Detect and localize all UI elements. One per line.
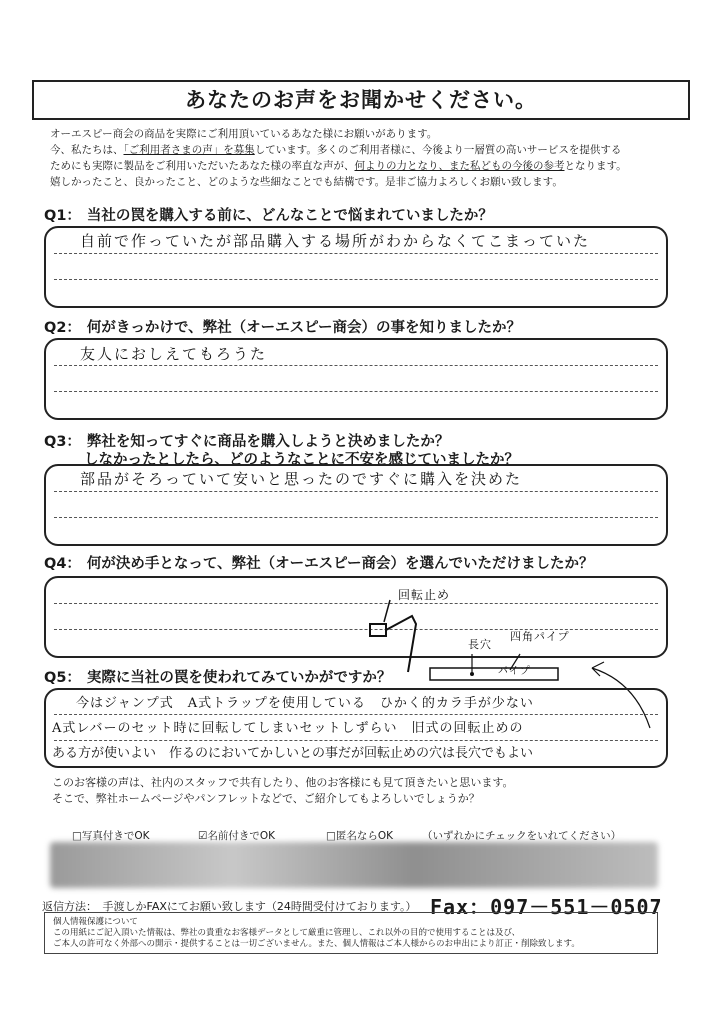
fax-number: Fax：097－551－0507 [430,895,663,919]
q1-answer: 自前で作っていたが部品購入する場所がわからなくてこまっていた [80,232,591,250]
checkbox-photo-ok[interactable]: □写真付きでOK [72,830,150,842]
checkbox-anonymous-ok[interactable]: □匿名ならOK [326,830,394,842]
redacted-personal-info [50,842,658,888]
q3-question-line-2: しなかったとしたら、どのようなことに不安を感じていましたか？ [84,452,519,468]
sketch-label-slot: 長穴 [468,638,492,651]
q3-answer-box[interactable] [44,464,668,546]
sketch-label-pipe: パイプ [498,666,531,677]
intro-highlight-power: 何よりの力となり、また私どもの今後の参考 [354,160,565,172]
intro-line-2 [50,142,690,158]
intro-line-4: 嬉しかったこと、良かったこと、どのような些細なことでも結構です。是非ご協力よろしくお願い致します。 [50,176,563,188]
q3-answer: 部品がそろっていて安いと思ったのですぐに購入を決めた [80,470,523,488]
q5-number: Q5： [44,670,81,686]
q2-answer: 友人におしえてもろうた [80,345,268,363]
q1-answer-box[interactable] [44,226,668,308]
q5-answer-line-1: 今はジャンプ式 A式トラップを使用している ひかく的カラ手が少ない [76,696,534,711]
share-note-line-1: このお客様の声は、社内のスタッフで共有したり、他のお客様にも見て頂きたいと思います。 [52,776,514,789]
privacy-notice [44,912,658,954]
q1-line-2 [54,279,658,280]
sketch-arrow-head [592,662,604,676]
sketch-stopper-part [370,624,386,636]
q3-line-2 [54,517,658,518]
intro-line-2a: 今、私たちは、 [50,144,124,156]
q4-text: 何が決め手となって、弊社（オーエスピー商会）を選んでいただけましたか？ [86,556,594,572]
sketch-pipe [430,668,558,680]
intro-line-2c: しています。多くのご利用者様に、今後より一層質の高いサービスを提供する [254,144,622,156]
q5-answer-line-3: ある方が使いよい 作るのにおいてかしいとの事だが回転止めの穴は長穴でもよい [52,746,534,761]
q5-answer-line-2: A式レバーのセット時に回転してしまいセットしずらい 旧式の回転止めの [52,721,524,736]
return-method: 返信方法： 手渡しかFAXにてお願い致します（24時間受付けております。） [42,900,417,913]
intro-line-1: オーエスピー商会の商品を実際にご利用頂いているあなた様にお願いがあります。 [50,128,438,140]
q2-text: 何がきっかけで、弊社（オーエスピー商会）の事を知りましたか？ [86,320,522,336]
q5-line-1 [54,714,658,715]
q2-answer-box[interactable] [44,338,668,420]
page-title: あなたのお声をお聞かせください。 [185,88,537,112]
q3-line-1 [54,491,658,492]
q3-text: 弊社を知ってすぐに商品を購入しようと決めましたか？ [86,434,450,450]
intro-text [50,126,690,190]
q2-question [44,316,521,337]
intro-line-3 [50,158,690,174]
q1-number: Q1： [44,208,81,224]
q5-question [44,666,391,687]
sketch-leader-1 [384,600,390,622]
checkbox-hint: （いずれかにチェックをいれてください） [422,830,622,842]
q4-question [44,552,594,573]
sketch-label-stopper: 回転止め [398,588,451,602]
sketch-label-square-pipe: 四角パイプ [510,630,570,643]
share-note-line-2: そこで、弊社ホームページやパンフレットなどで、ご紹介してもよろしいでしょうか？ [52,792,480,805]
q3-number: Q3： [44,434,81,450]
q5-answer-box[interactable] [44,688,668,768]
q2-line-2 [54,391,658,392]
q2-number: Q2： [44,320,81,336]
privacy-line-2: この用紙にご記入頂いた情報は、弊社の貴重なお客様データとして厳重に管理し、これ以外の目的で使用することは及び、 [53,928,521,938]
q1-line-1 [54,253,658,254]
q4-number: Q4： [44,556,81,572]
page-title-box [32,80,690,120]
q1-question [44,204,493,225]
q5-line-2 [54,740,658,741]
intro-line-3c: となります。 [564,160,627,172]
q5-text: 実際に当社の罠を使われてみていかがですか？ [86,670,392,686]
intro-line-3a: ためにも実際に製品をご利用いただいたあなた様の率直な声が、 [50,160,355,172]
q1-text: 当社の罠を購入する前に、どんなことで悩まれていましたか？ [86,208,493,224]
privacy-heading: 個人情報保護について [53,917,138,927]
privacy-line-3: ご本人の許可なく外部への開示・提供することは一切ございません。また、個人情報はご本人様からのお申出により訂正・削除致します。 [53,939,580,949]
sketch-slot [470,672,474,676]
intro-highlight-voice: 「ご利用者さまの声」を募集 [123,144,255,156]
sketch-lever [386,616,416,672]
q2-line-1 [54,365,658,366]
checkbox-name-ok[interactable]: ☑名前付きでOK [198,830,276,842]
